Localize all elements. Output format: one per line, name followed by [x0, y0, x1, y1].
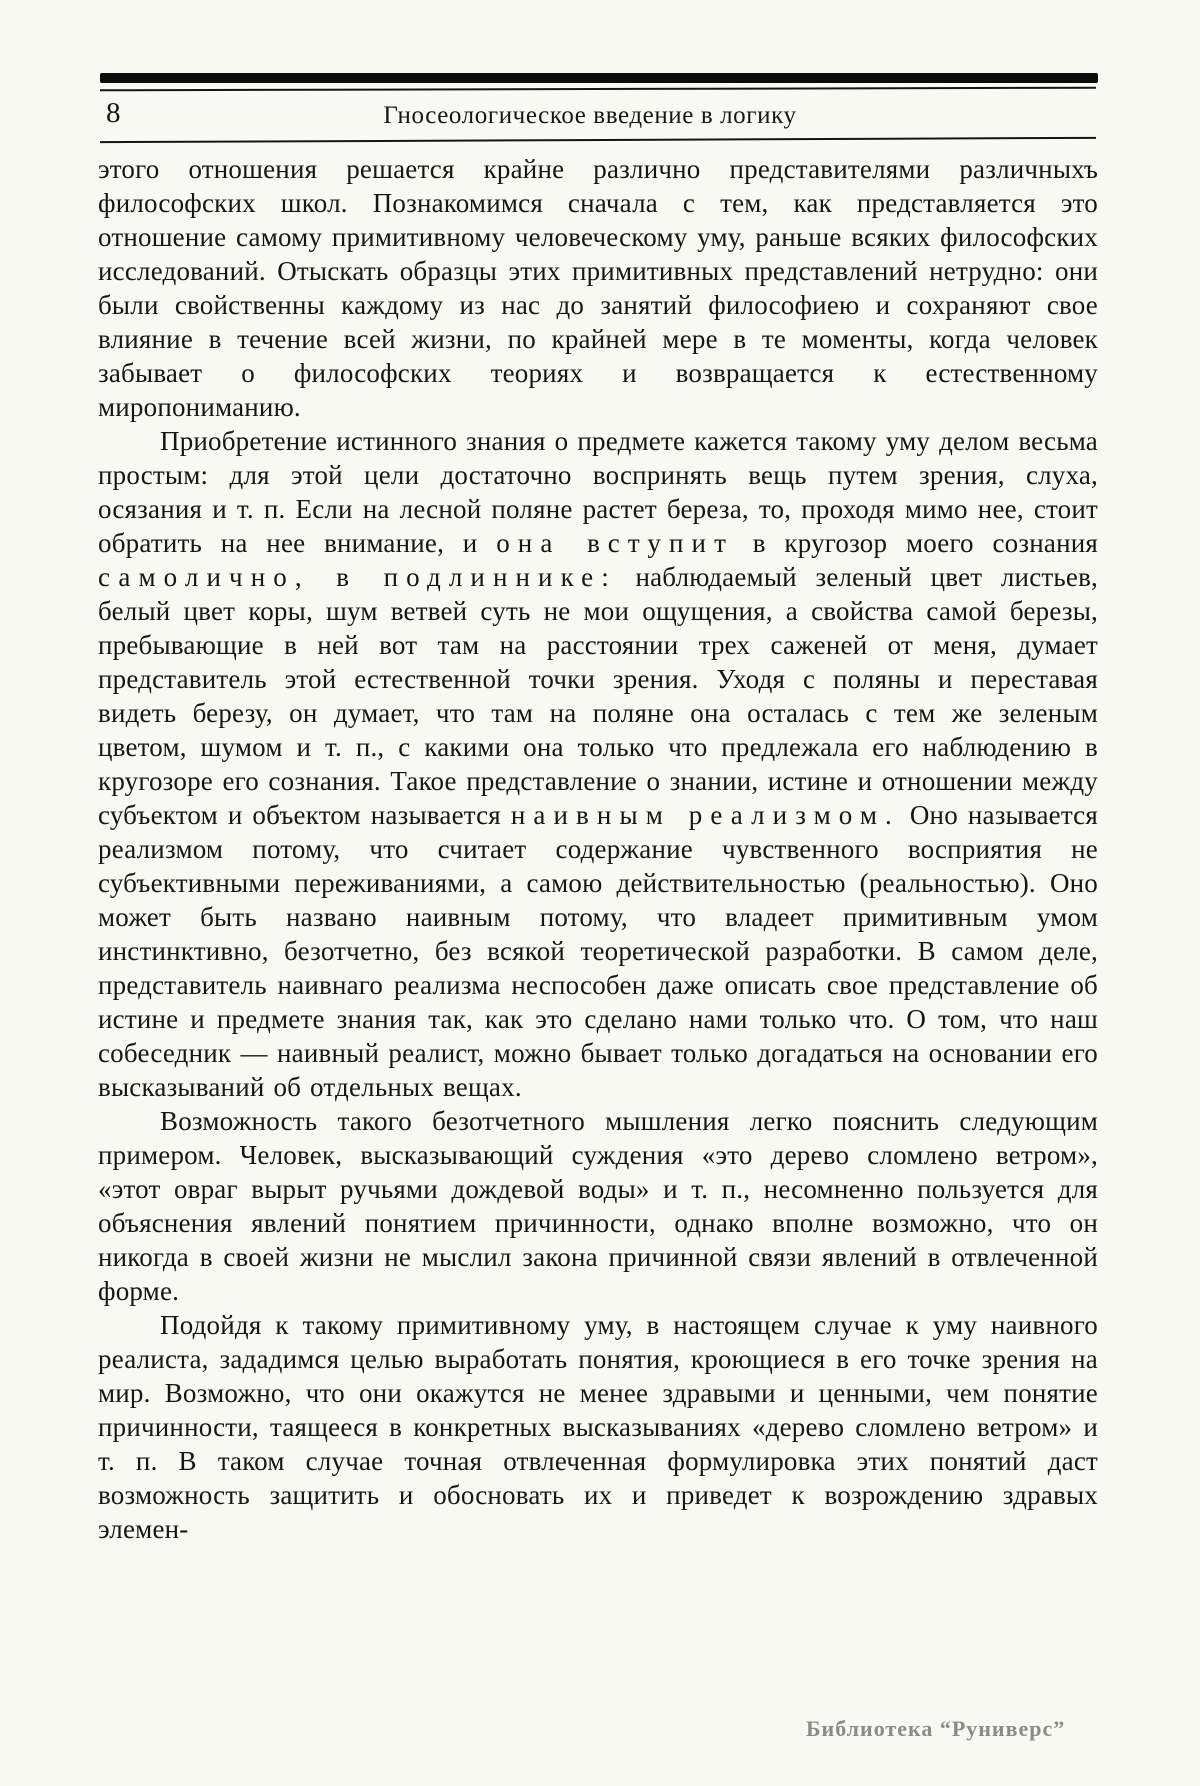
emphasis-samolichno: самолично, в подлиннике:: [98, 562, 617, 592]
paragraph-3: Возможность такого безотчетного мышления легко пояснить следующим примером. Человек, высказывающий суждения «это дерево сломлено ветром», «этот овраг вырыт ручьями дождевой воды» и т. п., несомненно пользуется для объяснения явлений понятием причинности, однако вполне возможно, что он никогда в своей жизни не мыслил закона причинной связи явлений в отвлеченной форме.: [98, 1106, 1098, 1306]
paragraph-2: [98, 424, 1098, 1104]
paragraph-2-text: в кругозор моего сознания: [733, 528, 1098, 558]
page-body-text: [98, 152, 1098, 1546]
paragraph-2-text: наблюдаемый зеленый цвет листьев, белый цвет коры, шум ветвей суть не мои ощущения, а свойства самой березы, пребывающие в ней вот там на расстоянии трех саженей от меня, думает представитель этой естественной точки зрения. Уходя с поляны и переставая видеть березу, он думает, что там на поляне она осталась с тем же зеленым цветом, шумом и т. п., с какими она только что предлежала его наблюдению в кругозоре его сознания. Такое представление о знании, истине и отношении между субъектом и объектом называется: [98, 562, 1098, 830]
running-title: Гносеологическое введение в логику: [383, 102, 797, 129]
emphasis-naivnym-realizmom: наивным реализмом.: [510, 800, 900, 830]
scan-ink-bar: [100, 73, 1098, 83]
emphasis-ona-vstupit: она вступит: [496, 528, 734, 558]
library-watermark: Библиотека “Руниверс”: [806, 1716, 1066, 1741]
paragraph-2-text: Приобретение истинного знания о предмете кажется такому уму делом весьма простым: для этой цели достаточно воспринять вещь путем зрения, слуха, осязания и т. п. Если на лесной поляне растет береза, то, проходя мимо нее, стоит обратить на нее внимание, и: [98, 426, 1098, 558]
paragraph-4: Подойдя к такому примитивному уму, в настоящем случае к уму наивного реалиста, зададимся целью выработать понятия, кроющиеся в его точке зрения на мир. Возможно, что они окажутся не менее здравыми и ценными, чем понятие причинности, таящееся в конкретных высказываниях «дерево сломлено ветром» и т. п. В таком случае точная отвлеченная формулировка этих понятий даст возможность защитить и обосновать их и приведет к возрождению здравых элемен-: [98, 1310, 1098, 1544]
paragraph-2-text: Оно называется реализмом потому, что считает содержание чувственного восприятия не субъективными переживаниями, а самою действительностью (реальностью). Оно может быть названо наивным потому, что владеет примитивным умом инстинктивно, безотчетно, без всякой теоретической разработки. В самом деле, представитель наивнаго реализма неспособен даже описать свое представление об истине и предмете знания так, как это сделано нами только что. О том, что наш собеседник — наивный реалист, можно бывает только догадаться на основании его высказываний об отдельных вещах.: [98, 800, 1098, 1102]
page-number: 8: [106, 97, 121, 129]
header-top-rule: [100, 87, 1096, 92]
header-bottom-rule: [100, 137, 1096, 143]
paragraph-1: этого отношения решается крайне различно представителями различныхъ философских школ. Познакомимся сначала с тем, как представляется это отношение самому примитивному человеческому уму, раньше всяких философских исследований. Отыскать образцы этих примитивных представлений нетрудно: они были свойственны каждому из нас до занятий философиею и сохраняют свое влияние в течение всей жизни, по крайней мере в те моменты, когда человек забывает о философских теориях и возвращается к естественному миропониманию.: [98, 154, 1098, 422]
